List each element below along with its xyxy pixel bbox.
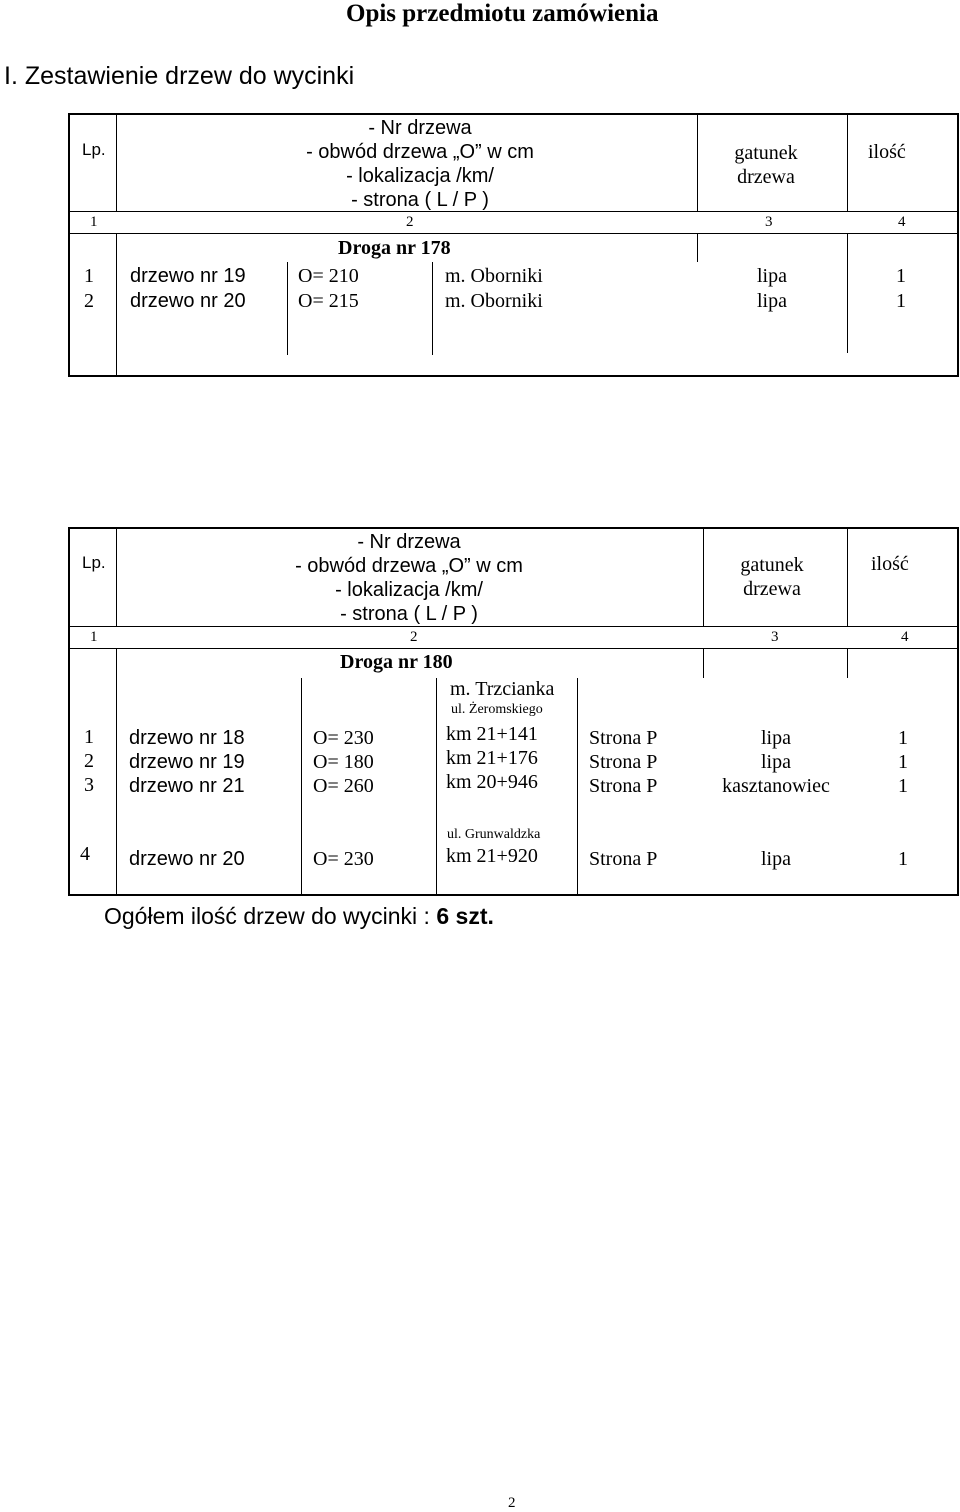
row-4-lp: 4 [80,843,90,865]
col-number: 4 [898,214,906,230]
road-name: Droga nr 178 [338,237,451,259]
row-4-qty: 1 [898,848,908,870]
col-number: 3 [771,629,779,645]
road-name: Droga nr 180 [340,651,453,673]
col-number: 1 [90,214,98,230]
summary-line [104,903,494,930]
girth-column: O= 210 O= 215 [298,265,359,312]
tree-column: drzewo nr 19 drzewo nr 20 [130,265,246,312]
header-qty: ilość [868,141,906,163]
summary-text: Ogółem ilość drzew do wycinki : [104,903,437,929]
street-name: ul. Żeromskiego [451,702,543,717]
document-title: Opis przedmiotu zamówienia [346,0,659,27]
header-lp: Lp. [82,140,106,159]
section-heading: I. Zestawienie drzew do wycinki [4,62,355,90]
lp-column: 1 2 3 [84,726,94,796]
col-number: 4 [901,629,909,645]
species-column: lipa lipa [757,265,787,312]
location-column: m. Oborniki m. Oborniki [445,265,543,312]
header-lp: Lp. [82,553,106,572]
species-column: lipa lipa kasztanowiec [722,727,830,797]
row-4-tree: drzewo nr 20 [129,848,245,870]
row-4-species: lipa [761,848,791,870]
qty-column: 1 1 1 [898,727,908,797]
row-4-girth: O= 230 [313,848,374,870]
qty-column: 1 1 [896,265,906,312]
row-4-side: Strona P [589,848,658,870]
girth-column: O= 230 O= 180 O= 260 [313,727,374,797]
page-number: 2 [508,1495,516,1511]
col-number: 2 [410,629,418,645]
header-qty: ilość [871,553,909,575]
lp-column: 1 2 [84,265,94,312]
col-number: 3 [765,214,773,230]
street-name: ul. Grunwaldzka [447,827,541,842]
town-name: m. Trzcianka [450,678,555,700]
tree-column: drzewo nr 18 drzewo nr 19 drzewo nr 21 [129,727,245,797]
header-species: gatunek drzewa [734,142,798,188]
header-description: - Nr drzewa - obwód drzewa „O” w cm - lokalizacja /km/ - strona ( L / P ) [295,531,523,625]
header-species: gatunek drzewa [740,554,804,600]
summary-value: 6 szt. [436,903,494,929]
header-description: - Nr drzewa - obwód drzewa „O” w cm - lokalizacja /km/ - strona ( L / P ) [306,117,534,211]
col-number: 2 [406,214,414,230]
row-4-km: km 21+920 [446,845,538,867]
col-number: 1 [90,629,98,645]
km-column: km 21+141 km 21+176 km 20+946 [446,723,538,793]
side-column: Strona P Strona P Strona P [589,727,658,797]
